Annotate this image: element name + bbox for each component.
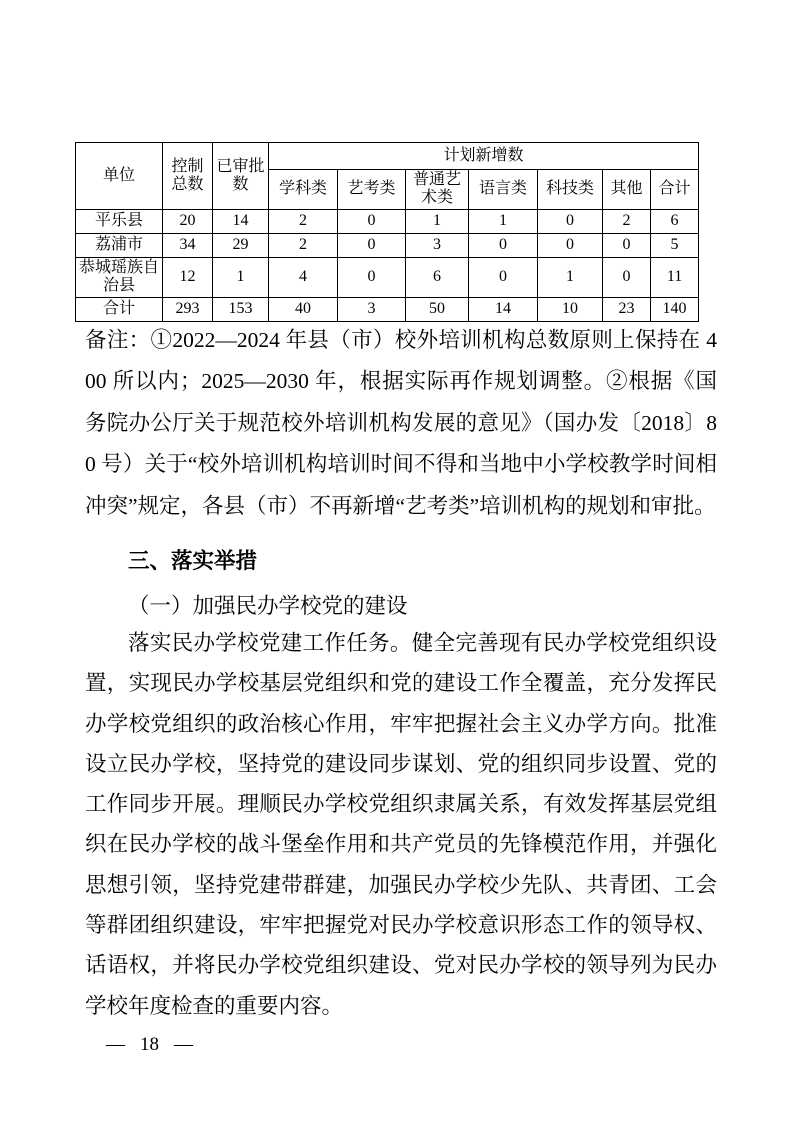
cell-value: 0	[338, 209, 406, 233]
table-row-pingle	[76, 209, 699, 233]
page-number-dash-left: —	[106, 1034, 125, 1055]
header-art-exam-class: 艺考类	[338, 170, 406, 210]
table-row-lipu	[76, 233, 699, 257]
cell-value: 1	[213, 257, 269, 297]
cell-value: 2	[603, 209, 651, 233]
cell-value: 0	[469, 257, 538, 297]
table-row-gongcheng	[76, 257, 699, 297]
cell-value: 3	[338, 297, 406, 321]
header-subtotal: 合计	[651, 170, 699, 210]
cell-value: 50	[406, 297, 469, 321]
cell-unit: 平乐县	[76, 209, 163, 233]
header-approved-total: 已审批数	[213, 143, 269, 210]
cell-value: 14	[469, 297, 538, 321]
cell-value: 40	[269, 297, 338, 321]
cell-unit: 恭城瑶族自治县	[76, 257, 163, 297]
table-row-total	[76, 297, 699, 321]
header-subject-class: 学科类	[269, 170, 338, 210]
header-science-tech-class: 科技类	[538, 170, 603, 210]
header-general-art-class: 普通艺术类	[406, 170, 469, 210]
page-number-dash-right: —	[174, 1034, 193, 1055]
cell-value: 293	[163, 297, 213, 321]
cell-value: 0	[603, 233, 651, 257]
cell-value: 10	[538, 297, 603, 321]
cell-value: 34	[163, 233, 213, 257]
cell-value: 2	[269, 209, 338, 233]
cell-value: 0	[469, 233, 538, 257]
cell-value: 1	[469, 209, 538, 233]
cell-value: 6	[651, 209, 699, 233]
cell-value: 0	[538, 233, 603, 257]
cell-value: 29	[213, 233, 269, 257]
cell-value: 153	[213, 297, 269, 321]
cell-value: 4	[269, 257, 338, 297]
header-language-class: 语言类	[469, 170, 538, 210]
cell-value: 0	[338, 257, 406, 297]
cell-value: 1	[538, 257, 603, 297]
cell-value: 0	[338, 233, 406, 257]
cell-value: 140	[651, 297, 699, 321]
cell-value: 5	[651, 233, 699, 257]
table-header-row-1	[76, 143, 699, 170]
cell-unit: 荔浦市	[76, 233, 163, 257]
table-note-paragraph: 备注：①2022—2024 年县（市）校外培训机构总数原则上保持在 400 所以内；2025—2030 年，根据实际再作规划调整。②根据《国务院办公厅关于规范校外培训机构发展的意见》（国办发〔2018〕80 号）关于“校外培训机构培训时间不得和当地中小学校教学时间相冲突”规定，各县（市）不再新增“艺考类”培训机构的规划和审批。	[85, 328, 717, 518]
cell-value: 1	[406, 209, 469, 233]
header-unit: 单位	[76, 143, 163, 210]
body-paragraph: 落实民办学校党建工作任务。健全完善现有民办学校党组织设置，实现民办学校基层党组织和党的建设工作全覆盖，充分发挥民办学校党组织的政治核心作用，牢牢把握社会主义办学方向。批准设立民办学校，坚持党的建设同步谋划、党的组织同步设置、党的工作同步开展。理顺民办学校党组织隶属关系，有效发挥基层党组织在民办学校的战斗堡垒作用和共产党员的先锋模范作用，并强化思想引领，坚持党建带群建，加强民办学校少先队、共青团、工会等群团组织建设，牢牢把握党对民办学校意识形态工作的领导权、话语权，并将民办学校党组织建设、党对民办学校的领导列为民办学校年度检查的重要内容。	[85, 631, 717, 1018]
header-other: 其他	[603, 170, 651, 210]
cell-value: 20	[163, 209, 213, 233]
cell-value: 0	[603, 257, 651, 297]
header-control-total: 控制总数	[163, 143, 213, 210]
cell-unit: 合计	[76, 297, 163, 321]
page-number-value: 18	[140, 1034, 159, 1055]
cell-value: 0	[538, 209, 603, 233]
cell-value: 14	[213, 209, 269, 233]
cell-value: 11	[651, 257, 699, 297]
cell-value: 3	[406, 233, 469, 257]
cell-value: 23	[603, 297, 651, 321]
section-heading: 三、落实举措	[128, 549, 258, 573]
header-planned-new: 计划新增数	[269, 143, 699, 170]
training-institutions-plan-table	[75, 142, 699, 322]
cell-value: 12	[163, 257, 213, 297]
cell-value: 6	[406, 257, 469, 297]
subsection-heading: （一）加强民办学校党的建设	[128, 594, 408, 618]
cell-value: 2	[269, 233, 338, 257]
page-number	[106, 1032, 193, 1058]
